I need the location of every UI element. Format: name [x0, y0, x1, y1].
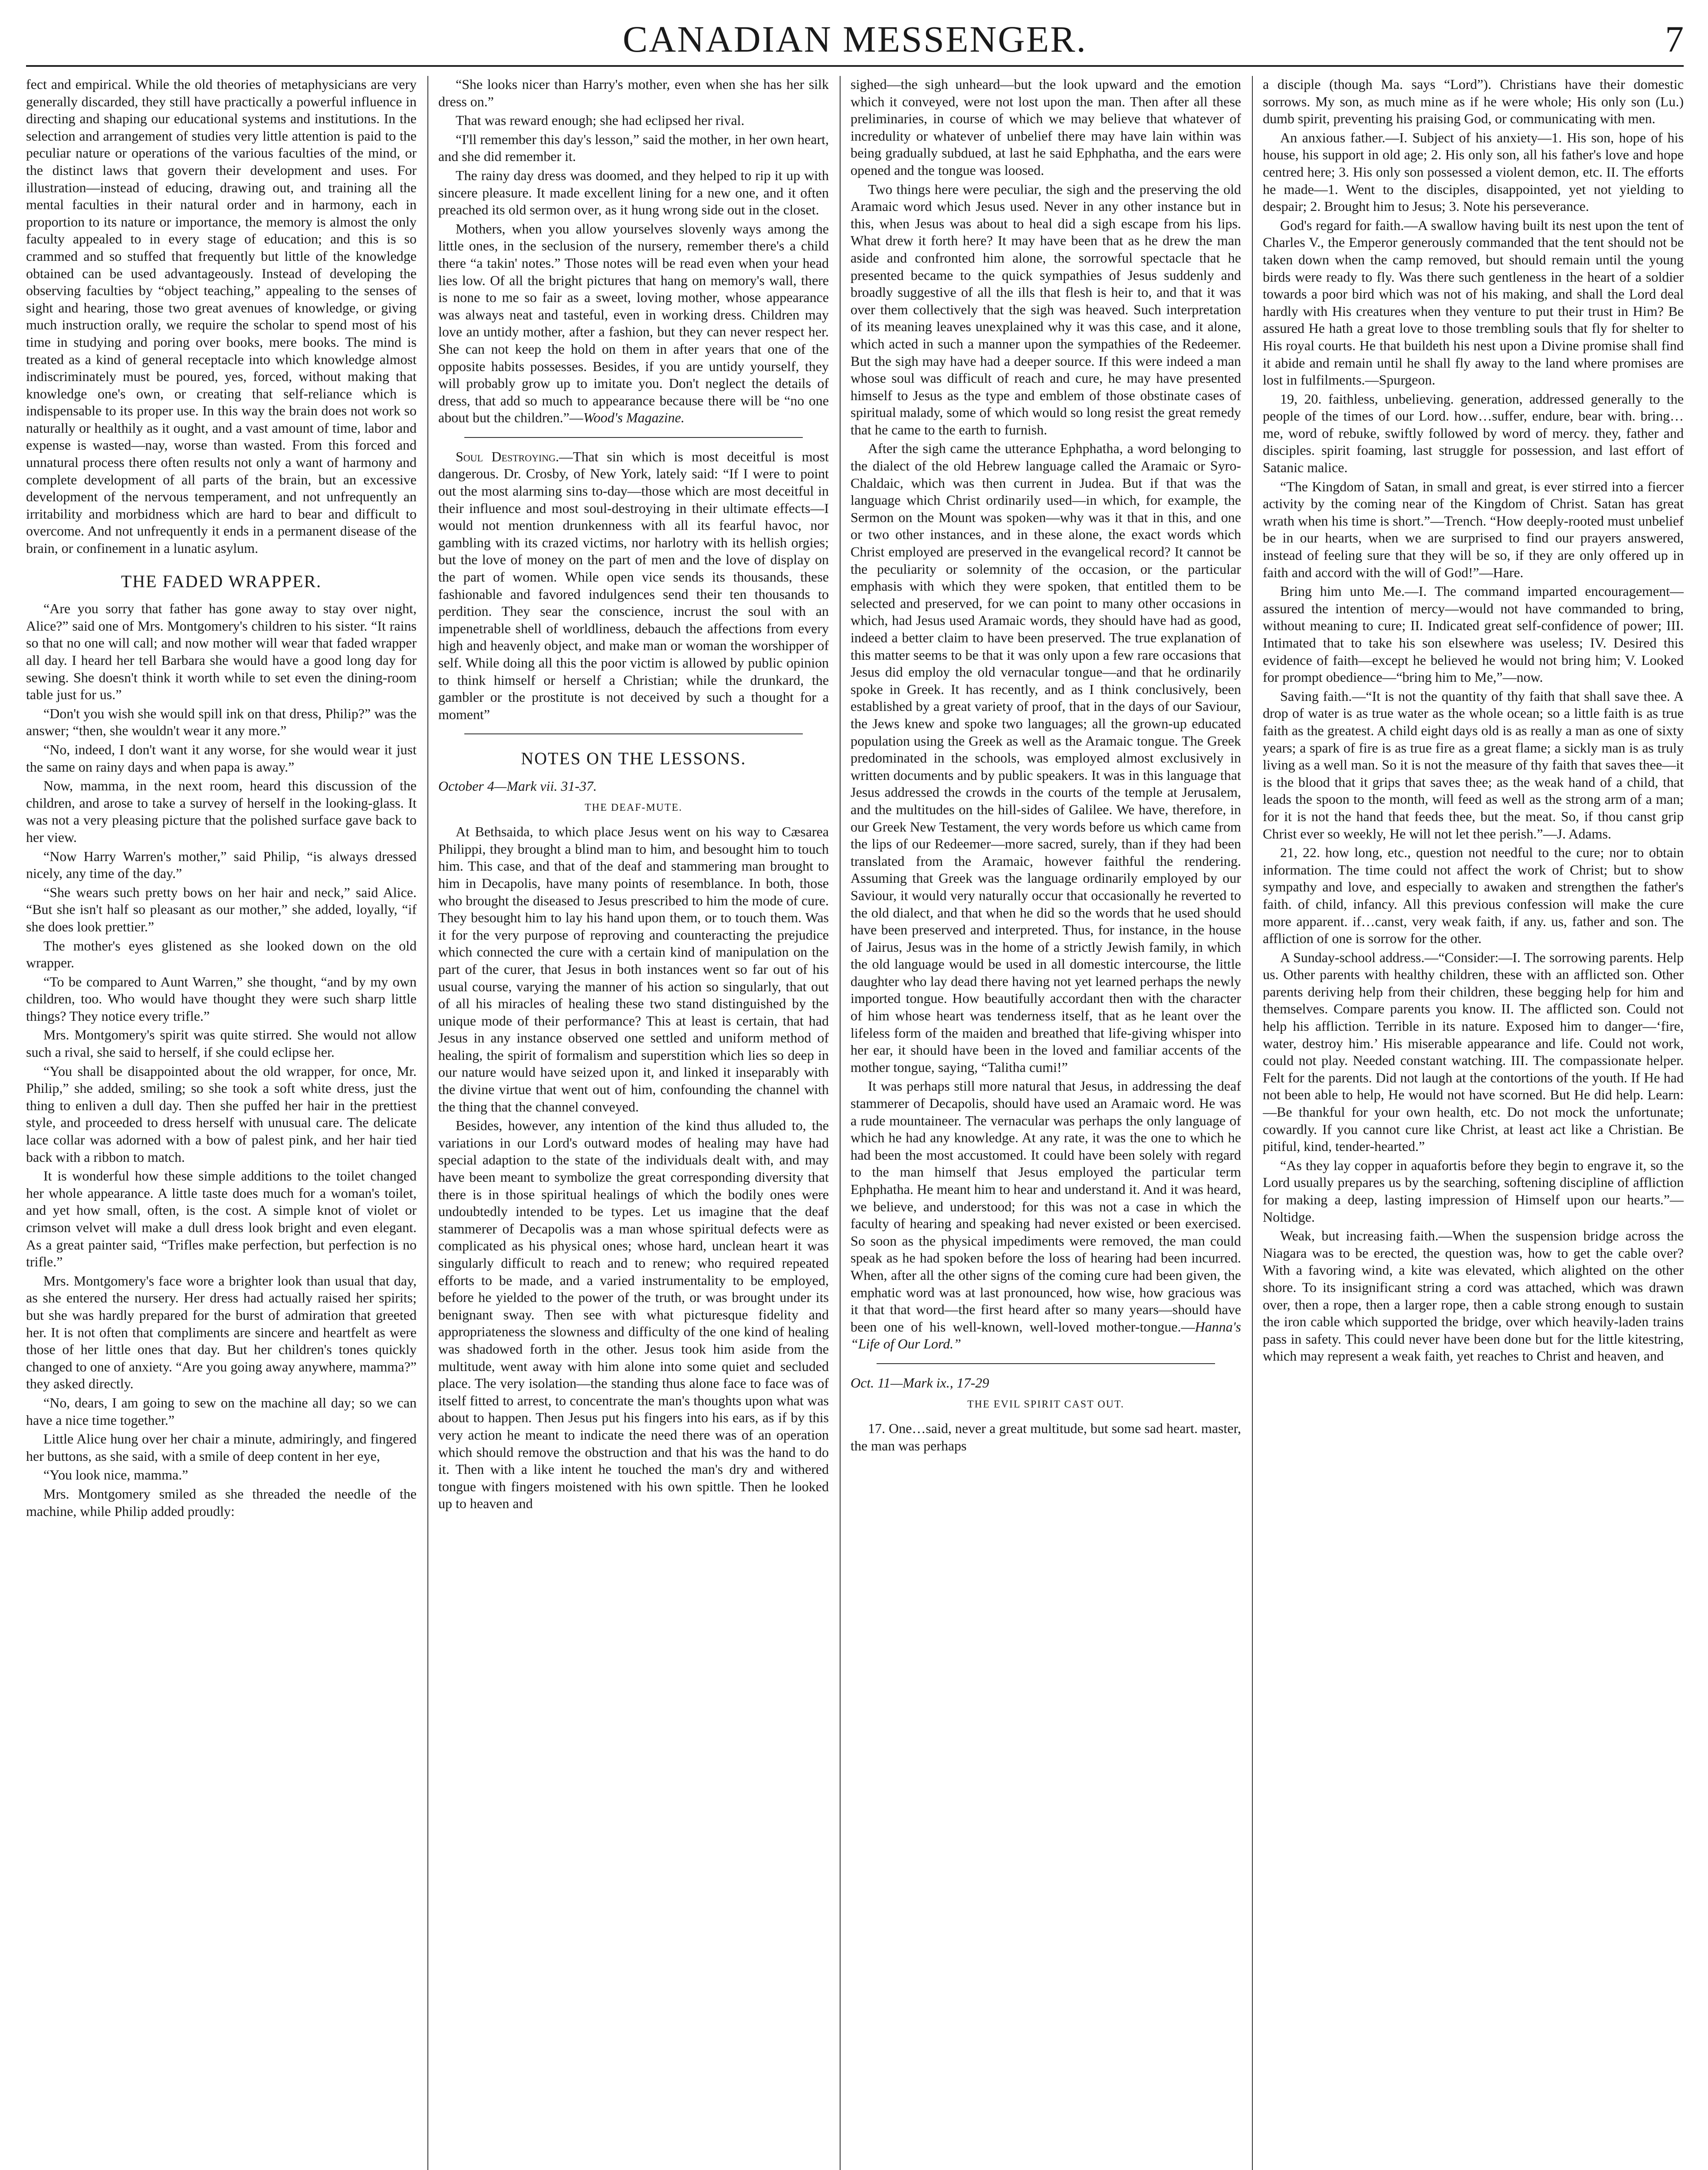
lesson-paragraph: “As they lay copper in aquafortis before they begin to engrave it, so the Lord usually prepares us by the searching, softening discipline of affliction for making a deep, lasting impression of Himself upon our hearts.”—Noltidge.	[1263, 1157, 1684, 1225]
lesson-paragraph: After the sigh came the utterance Ephphatha, a word belonging to the dialect of the old Hebrew language called the Aramaic or Syro-Chaldaic, which was then current in Judea. But if that was the language which Christ ordinarily used—in which, for example, the Sermon on the Mount was spoken—why was it that in this, and one or two other instances, and in these alone, the exact words which Christ employed are preserved in the evangelical record? It cannot be the peculiarity or solemnity of the occasion, or the particular emphasis with which they were spoken, that entitled them to be selected and preserved, for we can point to many other occasions in which, had Jesus used Aramaic words, they should have had as good, indeed a better claim to have been preserved. The true explanation of this matter seems to be that it was only upon a few rare occasions that Jesus did employ the old vernacular tongue—and that he ordinarily spoke in Greek. It has recently, and as I think conclusively, been established by a great variety of proof, that in the days of our Saviour, the Jews knew and spoke two languages; all the grown-up educated population using the Greek as well as the Aramaic tongue. The Greek predominated in the schools, was employed almost exclusively in written documents and by public speakers. It was in this language that Jesus addressed the crowds in the courts of the temple at Jerusalem, and the multitudes on the hill-sides of Galilee. We have, therefore, in our Greek New Testament, the very words before us which came from the lips of our Redeemer—more sacred, surely, than if they had been translated from the Aramaic, however faithful the rendering. Assuming that Greek was the language ordinarily employed by our Saviour, it would very naturally occur that occasionally he reverted to the old dialect, and that when he did so the words that he used should have been preserved and interpreted. Thus, for instance, in the house of Jairus, Jesus was in the home of a strictly Jewish family, in which the old language would be used in all domestic intercourse, the little daughter who lay dead there having not yet learned perhaps the newly imported tongue. How beautifully accordant then with the character of him whose heart was tenderness itself, that as he leant over the lifeless form of the maiden and breathed that life-giving whisper into her ear, it should have been in the loved and familiar accents of the mother tongue, saying, “Talitha cumi!”	[851, 441, 1241, 1075]
source-credit: Hanna's “Life of Our Lord.”	[851, 1318, 1241, 1352]
page-number: 7	[1665, 18, 1684, 60]
story-paragraph: Mrs. Montgomery smiled as she threaded the needle of the machine, while Philip added proudly:	[26, 1486, 417, 1519]
lesson-reference: October 4—Mark vii. 31-37.	[438, 778, 597, 794]
story-paragraph: Mrs. Montgomery's spirit was quite stirred. She would not allow such a rival, she said to herself, if she could eclipse her.	[26, 1027, 417, 1060]
column-divider	[427, 76, 428, 2170]
story-paragraph: Now, mamma, in the next room, heard this discussion of the children, and arose to take a survey of herself in the looking-glass. It was not a very pleasing picture that the polished surface gave back to her view.	[26, 778, 417, 845]
article-paragraph: fect and empirical. While the old theories of metaphysicians are very generally discarded, they still have practically a powerful influence in directing and shaping our educational systems and institutions. In the selection and arrangement of studies very little attention is paid to the peculiar nature or operations of the various faculties of the mind, or the distinct laws that govern their development and uses. For illustration—instead of educing, drawing out, and training all the mental faculties in their natural order and in harmony, each in proportion to its nature or importance, the memory is almost the only faculty appealed to in every stage of education; and this is so crammed and so stuffed that frequently but little of the knowledge obtained can be used advantageously. Instead of developing the observing faculties by “object teaching,” appealing to the senses of sight and hearing, those two great avenues of knowledge, or giving much instruction orally, we require the scholar to spend most of his time in studying and poring over books, mere books. The mind is treated as a kind of general receptacle into which knowledge almost indiscriminately must be poured, yes, forced, without making that knowledge one's own, or creating that self-reliance which is indispensable to its proper use. In this way the brain does not work so naturally or healthily as it ought, and a vast amount of time, labor and expense is wasted—nay, worse than wasted. From this forced and unnatural process there often results not only a want of harmony and complete development of all parts of the brain, but an excessive development of the nervous temperament, and not unfrequently an irritability and morbidness which are hard to bear and difficult to overcome. And not unfrequently it ends in a permanent disease of the brain, or confinement in a lunatic asylum.	[26, 76, 417, 556]
story-paragraph: “Don't you wish she would spill ink on that dress, Philip?” was the answer; “then, she wouldn't wear it any more.”	[26, 705, 417, 739]
lesson-paragraph: An anxious father.—I. Subject of his anxiety—1. His son, hope of his house, his support in old age; 2. His only son, all his father's love and hope centred here; 3. His only son possessed a violent demon, etc. II. The efforts he made—1. Went to the disciples, disappointed, yet not yielding to despair; 2. Brought him to Jesus; 3. Note his perseverance.	[1263, 129, 1684, 214]
story-paragraph: Mrs. Montgomery's face wore a brighter look than usual that day, as she entered the nursery. Her dress had actually raised her spirits; but she was hardly prepared for the burst of admiration that greeted her. It is not often that compliments are sincere and heartfelt as were those of her little ones that day. But her children's tones quickly changed to one of anxiety. “Are you going away anywhere, mamma?” they asked directly.	[26, 1272, 417, 1392]
lesson-paragraph: God's regard for faith.—A swallow having built its nest upon the tent of Charles V., the Emperor generously commanded that the tent should not be taken down when the camp removed, but should remain until the young birds were ready to fly. Was there such gentleness in the heart of a soldier towards a poor bird which was not of his making, and shall the Lord deal hardly with His creatures when they venture to put their trust in Him? Be assured He hath a great love to those trembling souls that fly for shelter to His royal courts. He that buildeth his nest upon a Divine promise shall find it abide and remain until he shall fly away to the land where promises are lost in fulfilments.—Spurgeon.	[1263, 217, 1684, 388]
story-paragraph: The mother's eyes glistened as she looked down on the old wrapper.	[26, 937, 417, 971]
story-paragraph: It is wonderful how these simple additions to the toilet changed her whole appearance. A little taste does much for a woman's toilet, and yet how small, often, is the cost. A simple knot of violet or crimson velvet will make a dull dress look bright and even elegant. As a great painter said, “Trifles make perfection, but perfection is no trifle.”	[26, 1168, 417, 1270]
column-1	[26, 76, 417, 2170]
story-paragraph: “You look nice, mamma.”	[43, 1467, 188, 1483]
lesson-paragraph: a disciple (though Ma. says “Lord”). Christians have their domestic sorrows. My son, as much mine as if he were whole; His only son (Lu.) dumb spirit, preventing his praising God, or communicating with men.	[1263, 76, 1684, 127]
lesson-paragraph: Weak, but increasing faith.—When the suspension bridge across the Niagara was to be erected, the question was, how to get the cable over? With a favoring wind, a kite was elevated, which alighted on the other shore. To its insignificant string a cord was attached, which was drawn over, then a rope, then a larger rope, then a cable strong enough to sustain the iron cable which supported the bridge, over which heavily-laden trains pass in safety. This could never have been done but for the little kitestring, which may represent a weak faith, yet reaches to Christ and heaven, and	[1263, 1228, 1684, 1364]
story-paragraph: “You shall be disappointed about the old wrapper, for once, Mr. Philip,” she added, smiling; so she took a soft white dress, just the thing to enliven a dull day. Then she puffed her hair in the prettiest style, and proceeded to dress herself with unusual care. The delicate lace collar was adorned with a bow of palest pink, and her hair tied back with a ribbon to match.	[26, 1063, 417, 1165]
section-title-notes: NOTES ON THE LESSONS.	[521, 749, 746, 769]
article-text: —That sin which is most deceitful is most dangerous. Dr. Crosby, of New York, lately said: “If I were to point out the most alarming sins to-day—those which are most deceitful in their influence and most soul-destroying in their ultimate effects—I would not mention drunkenness with all its fearful havoc, nor gambling with its crazed victims, nor harlotry with its hellish orgies; but the love of money on the part of men and the love of display on the part of women. While open vice sends its thousands, these fashionable and favored indulgences send their ten thousands to perdition. They sear the conscience, incrust the soul with an impenetrable shell of worldliness, debauch the affections from every high and heavenly object, and make man or woman the worshipper of self. While doing all this the poor victim is allowed by public opinion to think himself or herself a Christian; while the drunkard, the gambler or the prostitute is not deceived by such a thought for a moment”	[438, 448, 829, 722]
lesson-paragraph	[851, 1078, 1241, 1353]
lesson-paragraph: Saving faith.—“It is not the quantity of thy faith that shall save thee. A drop of water is as true water as the whole ocean; so a little faith is as true faith as the greatest. A child eight days old is as really a man as one of sixty years; a spark of fire is as true fire as a great flame; a sickly man is as truly living as a well man. So it is not the measure of thy faith that saves thee—it is the blood that it grips that saves thee; as the weak hand of a child, that leads the spoon to the month, will feed as well as the strong arm of a man; for it is not the hand that feeds thee, but the meat. So, if thou canst grip Christ ever so weekly, He will not let thee perish.”—J. Adams.	[1263, 688, 1684, 842]
lesson-paragraph: sighed—the sigh unheard—but the look upward and the emotion which it conveyed, were not lost upon the man. Then after all these preliminaries, in course of which we may believe that whatever of incredulity or whatever of unbelief there may have lain within was being gradually subdued, at last he said Ephphatha, and the ears were opened and the tongue was loosed.	[851, 76, 1241, 178]
lesson-reference: Oct. 11—Mark ix., 17-29	[851, 1374, 989, 1391]
story-text: Mothers, when you allow yourselves slovenly ways among the little ones, in the seclusion of the nursery, remember there's a child there “a takin' notes.” Those notes will be read even when your head lies low. Of all the bright pictures that hang on memory's wall, there is none to me so fair as a sweet, loving mother, whose appearance was always neat and tasteful, even in working dress. Children may love an untidy mother, after a fashion, but they can never respect her. She can not keep the hold on them in after years that one of the opposite habits possesses. Besides, if you are untidy yourself, they will probably grow up to imitate you. Don't neglect the details of dress, that add so much to appearance because there will be “no one about but the children.”—	[438, 220, 829, 426]
story-paragraph	[438, 220, 829, 427]
lesson-paragraph: Two things here were peculiar, the sigh and the preserving the old Aramaic word which Jesus used. Never in any other instance but in this, when Jesus was about to heal did a sigh escape from his lips. What drew it forth here? It may have been that as he drew the man aside and confronted him alone, the sorrowful spectacle that he presented became to the quick sympathies of Jesus suddenly and broadly suggestive of all the ills that flesh is heir to, and that it was over them collectively that the sigh was heaved. Such interpretation of its meaning leaves unexplained why it was this case, and it alone, which acted in such a manner upon the sympathies of the Redeemer. But the sigh may have had a deeper source. If this were indeed a man whose soul was difficult of reach and cure, he may have presented himself to Jesus as the type and emblem of those obstinate cases of spiritual malady, some of which would so long resist the great remedy that he came to the earth to furnish.	[851, 181, 1241, 437]
separator-rule	[464, 437, 803, 438]
story-paragraph: Little Alice hung over her chair a minute, admiringly, and fingered her buttons, as she said, with a smile of deep content in her eye,	[26, 1431, 417, 1464]
column-divider	[1252, 76, 1253, 2170]
lesson-subheading: THE DEAF-MUTE.	[585, 802, 683, 813]
separator-rule	[464, 733, 803, 734]
story-paragraph: “I'll remember this day's lesson,” said the mother, in her own heart, and she did remember it.	[438, 131, 829, 164]
article-paragraph	[438, 448, 829, 723]
story-paragraph: “She looks nicer than Harry's mother, even when she has her silk dress on.”	[438, 76, 829, 109]
story-paragraph: “No, indeed, I don't want it any worse, for she would wear it just the same on rainy days and when papa is away.”	[26, 741, 417, 775]
lesson-text: It was perhaps still more natural that Jesus, in addressing the deaf stammerer of Decapolis, should have used an Aramaic word. He was a rude mountaineer. The vernacular was perhaps the only language of which he had any knowledge. At any rate, it was the one to which he had been the most accustomed. It could have been solely with regard to the man himself that Jesus employed the particular term Ephphatha. He meant him to hear and understand it. And it was heard, we believe, and understood; for this was not a case in which the faculty of hearing and speaking had never existed or been exercised. So soon as the physical impediments were removed, the man could speak as he had spoken before the loss of hearing had been incurred. When, after all the other signs of the coming cure had been given, the emphatic word was at last pronounced, how wise, how gracious was it that that word—the first heard after so many years—should have been one of his well-known, well-loved mother-tongue.—	[851, 1078, 1241, 1335]
source-credit: Wood's Magazine.	[583, 410, 685, 426]
article-lead: Soul Destroying.	[456, 448, 559, 464]
story-paragraph: That was reward enough; she had eclipsed her rival.	[456, 112, 745, 128]
story-paragraph: “Now Harry Warren's mother,” said Philip, “is always dressed nicely, any time of the day.”	[26, 848, 417, 881]
lesson-paragraph: 17. One…said, never a great multitude, but some sad heart. master, the man was perhaps	[851, 1420, 1241, 1453]
lesson-paragraph: “The Kingdom of Satan, in small and great, is ever stirred into a fiercer activity by the coming near of the Kingdom of Christ. Satan has great wrath when his time is short.”—Trench. “How deeply-rooted must unbelief be in our hearts, when we are surprised to find our prayers answered, instead of feeling sure that they will be so, if they are only offered up in faith and accord with the will of God!”—Hare.	[1263, 478, 1684, 580]
lesson-paragraph: Bring him unto Me.—I. The command imparted encouragement—assured the intention of mercy—would not have commanded to bring, without meaning to cure; II. Indicated great self-confidence of power; III. Intimated that to take his son elsewhere was useless; IV. Desired this evidence of faith—except he believed he would not bring him; V. Looked for prompt obedience—“bring him to Me,”—now.	[1263, 583, 1684, 685]
column-divider	[840, 76, 841, 2170]
lesson-paragraph: A Sunday-school address.—“Consider:—I. The sorrowing parents. Help us. Other parents with healthy children, these with an afflicted son. Other parents deriving help from their children, these begging help for him and themselves. Compare parents you know. II. The afflicted son. Could not help his affliction. Terrible in its nature. Exposed him to danger—‘fire, water, destroy him.’ His miserable appearance and life. Could not work, could not play. Needed constant watching. III. The compassionate helper. Felt for the parents. Did not laugh at the contortions of the youth. If He had not been able to help, He would not have scorned. But He did help. Learn:—Be thankful for your own health, etc. Do not mock the unfortunate; cowardly. If you cannot cure like Christ, at least act like a Christian. Be pitiful, kind, tender-hearted.”	[1263, 949, 1684, 1154]
lesson-subheading: THE EVIL SPIRIT CAST OUT.	[967, 1398, 1124, 1410]
lesson-paragraph: Besides, however, any intention of the kind thus alluded to, the variations in our Lord's outward modes of healing may have had special adaption to the state of the individuals dealt with, and may have been meant to symbolize the great corresponding diversity that there is in those spiritual healings of which the bodily ones were undoubtedly intended to be types. Let us imagine that the deaf stammerer of Decapolis was a man whose spiritual defects were as complicated as his physical ones; whose hard, unclean heart it was singularly difficult to reach and to renew; who required repeated efforts to be made, and a varied instrumentality to be employed, before he yielded to the power of the truth, or was brought under its benignant sway. Then see with what picturesque fidelity and appropriateness the slowness and difficulty of the one kind of healing was shadowed forth in the other. Jesus took him aside from the multitude, went away with him alone into some quiet and secluded place. The very isolation—the standing thus alone face to face was of itself fitted to arrest, to concentrate the man's thoughts upon what was about to happen. Then Jesus put his fingers into his ears, as if by this very action he meant to indicate the need there was of an operation which should remove the obstruction and that his was the hand to do it. Then with a like intent he touched the man's dry and withered tongue with fingers moistened with his own spittle. Then he looked up to heaven and	[438, 1118, 829, 1512]
masthead-title: CANADIAN MESSENGER.	[623, 18, 1087, 60]
lesson-paragraph: 19, 20. faithless, unbelieving. generation, addressed generally to the people of the times of our Lord. how…suffer, endure, bear with. bring…me, word of rebuke, swiftly followed by word of mercy. they, father and disciples. spirit foaming, last struggle for possession, and last effort of Satanic malice.	[1263, 391, 1684, 476]
story-paragraph: “No, dears, I am going to sew on the machine all day; so we can have a nice time together.”	[26, 1394, 417, 1428]
story-paragraph: “She wears such pretty bows on her hair and neck,” said Alice. “But she isn't half so pleasant as our mother,” she added, loyally, “if she does look prettier.”	[26, 884, 417, 934]
lesson-paragraph: At Bethsaida, to which place Jesus went on his way to Cæsarea Philippi, they brought a blind man to him, and besought him to touch him. This case, and that of the deaf and stammering man brought to him in Decapolis, have many points of resemblance. In both, those who brought the diseased to Jesus prescribed to him the mode of cure. They besought him to lay his hand upon them, or to touch them. Was it for the very purpose of reproving and counteracting the prejudice which connected the cure with a certain kind of manipulation on the part of the curer, that Jesus in both instances went so far out of his usual course, varying the manner of his action so singularly, that out of all his miracles of healing these two stand distinguished by the unique mode of their performance? This at least is certain, that had Jesus in any instance observed one settled and uniform method of healing, the spirit of formalism and superstition which lies so deep in our nature would have seized upon it, and linked it inseparably with the divine virtue that went out of him, confounding the channel with the thing that the channel conveyed.	[438, 824, 829, 1115]
story-paragraph: “Are you sorry that father has gone away to stay over night, Alice?” said one of Mrs. Montgomery's children to his sister. “It rains so that no one will call; and now mother will wear that faded wrapper all day. I heard her tell Barbara she would have a good long day for sewing. She doesn't think it worth while to set even the dining-room table just for us.”	[26, 601, 417, 703]
column-4	[1263, 76, 1684, 2170]
column-2	[438, 76, 829, 2170]
story-paragraph: The rainy day dress was doomed, and they helped to rip it up with sincere pleasure. It made excellent lining for a new one, and it often preached its old sermon over, as it hung wrong side out in the closet.	[438, 167, 829, 218]
separator-rule	[877, 1363, 1215, 1364]
section-title-faded-wrapper: THE FADED WRAPPER.	[121, 571, 322, 591]
header-rule	[26, 65, 1684, 67]
column-3	[851, 76, 1241, 2170]
lesson-paragraph: 21, 22. how long, etc., question not needful to the cure; nor to obtain information. The time could not affect the work of Christ; but to show sympathy and love, and especially to awaken and strengthen the father's faith. of child, infancy. All this previous confession will make the cure more apparent. if…canst, very weak faith, if any. us, father and son. The affliction of one is sorrow for the other.	[1263, 845, 1684, 947]
story-paragraph: “To be compared to Aunt Warren,” she thought, “and by my own children, too. Who would have thought they were such sharp little things? They notice every trifle.”	[26, 973, 417, 1024]
